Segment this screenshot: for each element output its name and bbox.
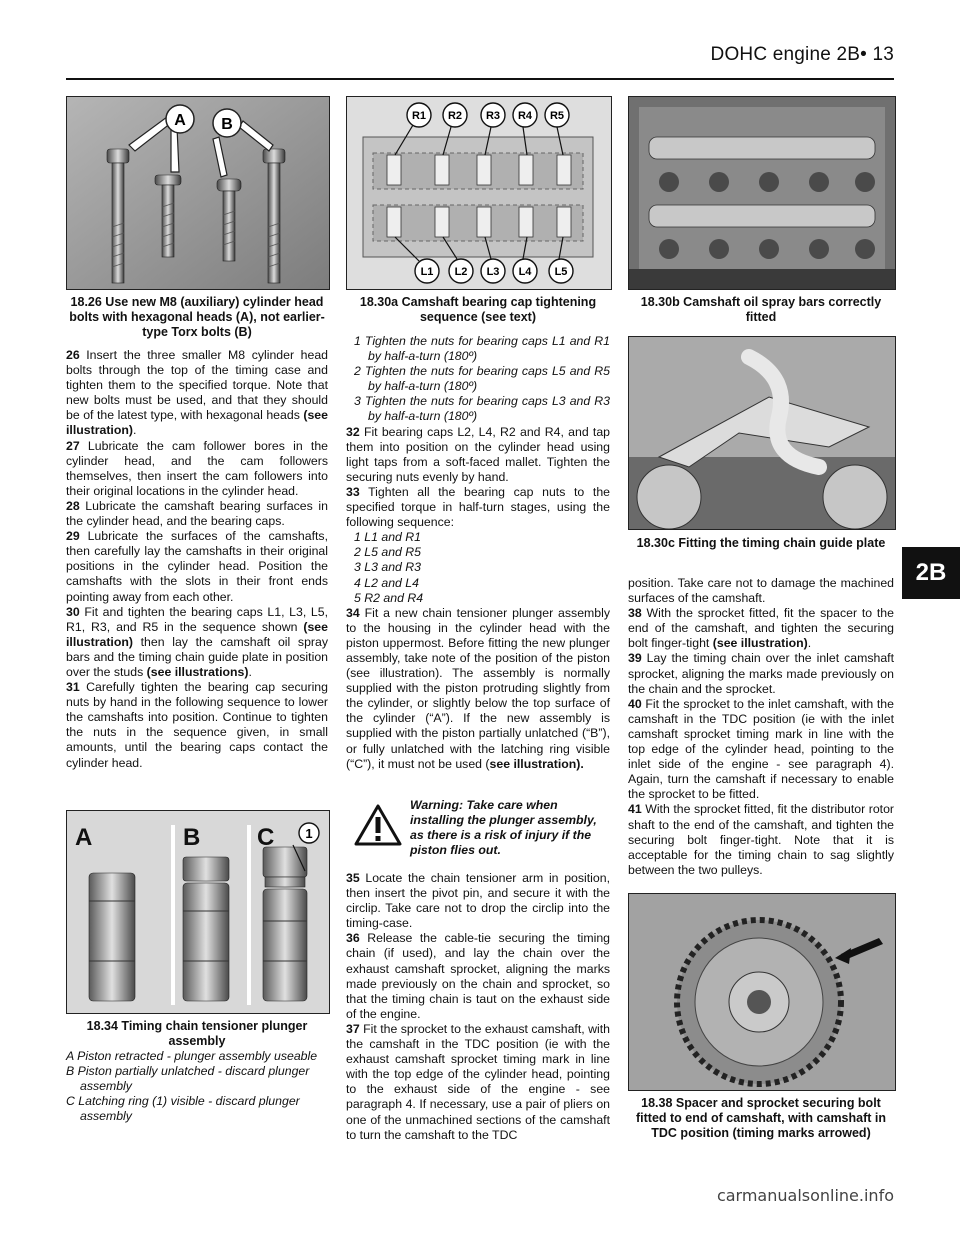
column-3-text [628, 576, 894, 878]
sequence-1-item-3: 3 Tighten the nuts for bearing caps L3 and R3 by half-a-turn (180º) [354, 394, 610, 424]
sprocket-image [629, 894, 895, 1090]
paragraph-31: 31 Carefully tighten the bearing cap securing nuts by hand in the following sequence to lower the camshafts into position. Continue to tighten the nuts in the sequence given, in small amounts, until the bearing caps contact the cylinder head. [66, 680, 328, 770]
sequence-2-item-1: 1 L1 and R1 [354, 530, 422, 545]
sequence-2-item-2: 2 L5 and R5 [354, 545, 422, 560]
caption-18-30c: 18.30c Fitting the timing chain guide plate [636, 536, 886, 550]
guide-plate-image [629, 337, 895, 529]
photo-18-30c [628, 336, 896, 530]
legend-item-a: A Piston retracted - plunger assembly useable [66, 1049, 318, 1063]
label-r1: R1 [411, 110, 427, 122]
label-b: B [221, 116, 233, 133]
label-l5: L5 [554, 266, 568, 278]
paragraph-36: 36 Release the cable-tie securing the timing chain (if used), and lay the chain over the exhaust camshaft sprocket, aligning the marks made previously on the chain and sprocket, so that the timing chain is taut on the exhaust side of the engine. [346, 931, 610, 1021]
caption-18-38: 18.38 Spacer and sprocket securing bolt fitted to end of camshaft, with camshaft in TDC position (timing marks arrowed) [635, 1096, 887, 1140]
label-1: 1 [305, 826, 313, 841]
oil-spray-bars-image [629, 97, 895, 289]
sequence-2-item-4: 4 L2 and L4 [354, 575, 419, 590]
paragraph-39: 39 Lay the timing chain over the inlet camshaft sprocket, aligning the marks made previously on the chain and the sprocket. [628, 651, 894, 696]
sequence-list-2 [346, 530, 610, 605]
label-r5: R5 [549, 110, 565, 122]
label-a: A [75, 824, 93, 851]
warning-notice [354, 798, 614, 860]
page-header-title: DOHC engine 2B• 13 [710, 44, 894, 65]
sequence-list-1 [346, 334, 610, 425]
photo-18-34 [66, 810, 330, 1014]
footer-watermark: carmanualsonline.info [716, 1186, 894, 1205]
label-r4: R4 [517, 110, 533, 122]
label-r3: R3 [485, 110, 501, 122]
paragraph-28: 28 Lubricate the camshaft bearing surfaces in the cylinder head, and the bearing caps. [66, 498, 328, 529]
caption-18-34: 18.34 Timing chain tensioner plunger assembly [86, 1019, 308, 1048]
label-a: A [174, 112, 186, 129]
paragraph-30: 30 Fit and tighten the bearing caps L1, L3, L5, R1, R3, and R5 in the sequence shown (see illustration) then lay the camshaft oil spray bars and the timing chain guide plate in position over the studs (see illustrations). [66, 604, 328, 679]
sequence-2-item-3: 3 L3 and R3 [354, 560, 422, 575]
sequence-1-item-2: 2 Tighten the nuts for bearing caps L5 and R5 by half-a-turn (180º) [354, 364, 610, 394]
sequence-2-item-5: 5 R2 and R4 [354, 590, 424, 605]
header-rule [66, 78, 894, 80]
label-l2: L2 [454, 266, 468, 278]
legend-item-b: B Piston partially unlatched - discard plunger assembly [66, 1064, 310, 1093]
paragraph-37: 37 Fit the sprocket to the exhaust camshaft, with the camshaft in the TDC position (ie with the exhaust camshaft sprocket timing mark in line with the top edge of the cylinder head, pointing to the exhaust side of the engine - see paragraph 4. If necessary, use a pair of pliers on one of the unmachined sections of the camshaft to turn the camshaft to the TDC [346, 1021, 610, 1142]
paragraph-26: 26 Insert the three smaller M8 cylinder head bolts through the top of the timing case and tighten them to the specified torque. Note that new bolts must be used, and that they should be of the latest type, with hexagonal heads (see illustration). [66, 348, 328, 438]
paragraph-27: 27 Lubricate the cam follower bores in the cylinder head, and the cam followers themselves, then insert the cam followers into their original locations in the cylinder head. [66, 438, 328, 498]
label-l3: L3 [486, 266, 500, 278]
paragraph-37-continued: position. Take care not to damage the machined surfaces of the camshaft. [628, 576, 894, 606]
label-r2: R2 [447, 110, 463, 122]
photo-18-30b [628, 96, 896, 290]
caption-18-30b: 18.30b Camshaft oil spray bars correctly fitted [640, 295, 882, 324]
label-l1: L1 [420, 266, 434, 278]
bolts-image [67, 97, 329, 289]
photo-18-38 [628, 893, 896, 1091]
photo-18-30a [346, 96, 612, 290]
warning-triangle-icon [354, 804, 402, 846]
caption-18-30a: 18.30a Camshaft bearing cap tightening sequence (see text) [359, 295, 597, 324]
legend-item-c: C Latching ring (1) visible - discard plunger assembly [66, 1094, 300, 1123]
section-tab: 2B [902, 547, 960, 599]
paragraph-35: 35 Locate the chain tensioner arm in position, then insert the pivot pin, and secure it with the circlip. Take care not to drop the circlip into the timing-case. [346, 871, 610, 931]
paragraph-29: 29 Lubricate the surfaces of the camshafts, then carefully lay the camshafts in their original positions in the cylinder head. Position the camshafts with the slots in their front ends pointing away from each other. [66, 529, 328, 604]
paragraph-33: 33 Tighten all the bearing cap nuts to the specified torque in half-turn stages, using the following sequence: [346, 484, 610, 530]
caption-18-26: 18.26 Use new M8 (auxiliary) cylinder head bolts with hexagonal heads (A), not earlier-type Torx bolts (B) [69, 295, 325, 339]
column-2-text-lower [346, 871, 610, 1143]
column-1-text [66, 348, 328, 771]
label-l4: L4 [518, 266, 532, 278]
paragraph-40: 40 Fit the sprocket to the inlet camshaft, with the camshaft in the TDC position (ie with the inlet camshaft sprocket timing mark in line with the top edge of the cylinder head, pointing to the inlet side of the engine - see paragraph 4). Again, turn the camshaft if necessary to enable the sprocket to be fitted. [628, 696, 894, 802]
label-c: C [257, 824, 275, 851]
column-2-text-upper [346, 334, 610, 772]
label-b: B [183, 824, 201, 851]
warning-text: Warning: Take care when installing the plunger assembly, as there is a risk of injury if the piston flies out. [410, 798, 597, 857]
paragraph-32: 32 Fit bearing caps L2, L4, R2 and R4, and tap them into position on the cylinder head using light taps from a soft-faced mallet. Tighten the securing nuts evenly by hand. [346, 424, 610, 484]
photo-18-26 [66, 96, 330, 290]
paragraph-38: 38 With the sprocket fitted, fit the spacer to the end of the camshaft, and tighten the securing bolt finger-tight (see illustration). [628, 606, 894, 651]
sequence-1-item-1: 1 Tighten the nuts for bearing caps L1 and R1 by half-a-turn (180º) [354, 334, 610, 364]
paragraph-34: 34 Fit a new chain tensioner plunger assembly to the housing in the cylinder head with the piston uppermost. Before fitting the new plunger assembly, take note of the position of the piston (see illustration). The assembly is normally supplied with the piston protruding slightly from the cylinder, or slightly below the top surface of the cylinder (“A”). If the new assembly is supplied with the piston partially unlatched (“B”), or fully unlatched with the latching ring visible (“C”), it must not be used (see illustration). [346, 605, 610, 771]
plunger-assembly-image [67, 811, 329, 1013]
bearing-cap-diagram [347, 97, 611, 289]
legend-18-34 [66, 1049, 328, 1124]
paragraph-41: 41 With the sprocket fitted, fit the distributor rotor shaft to the end of the camshaft, and tighten the securing bolt finger-tight. Note that it is acceptable for the timing chain to sag slightly between the two pulleys. [628, 802, 895, 877]
